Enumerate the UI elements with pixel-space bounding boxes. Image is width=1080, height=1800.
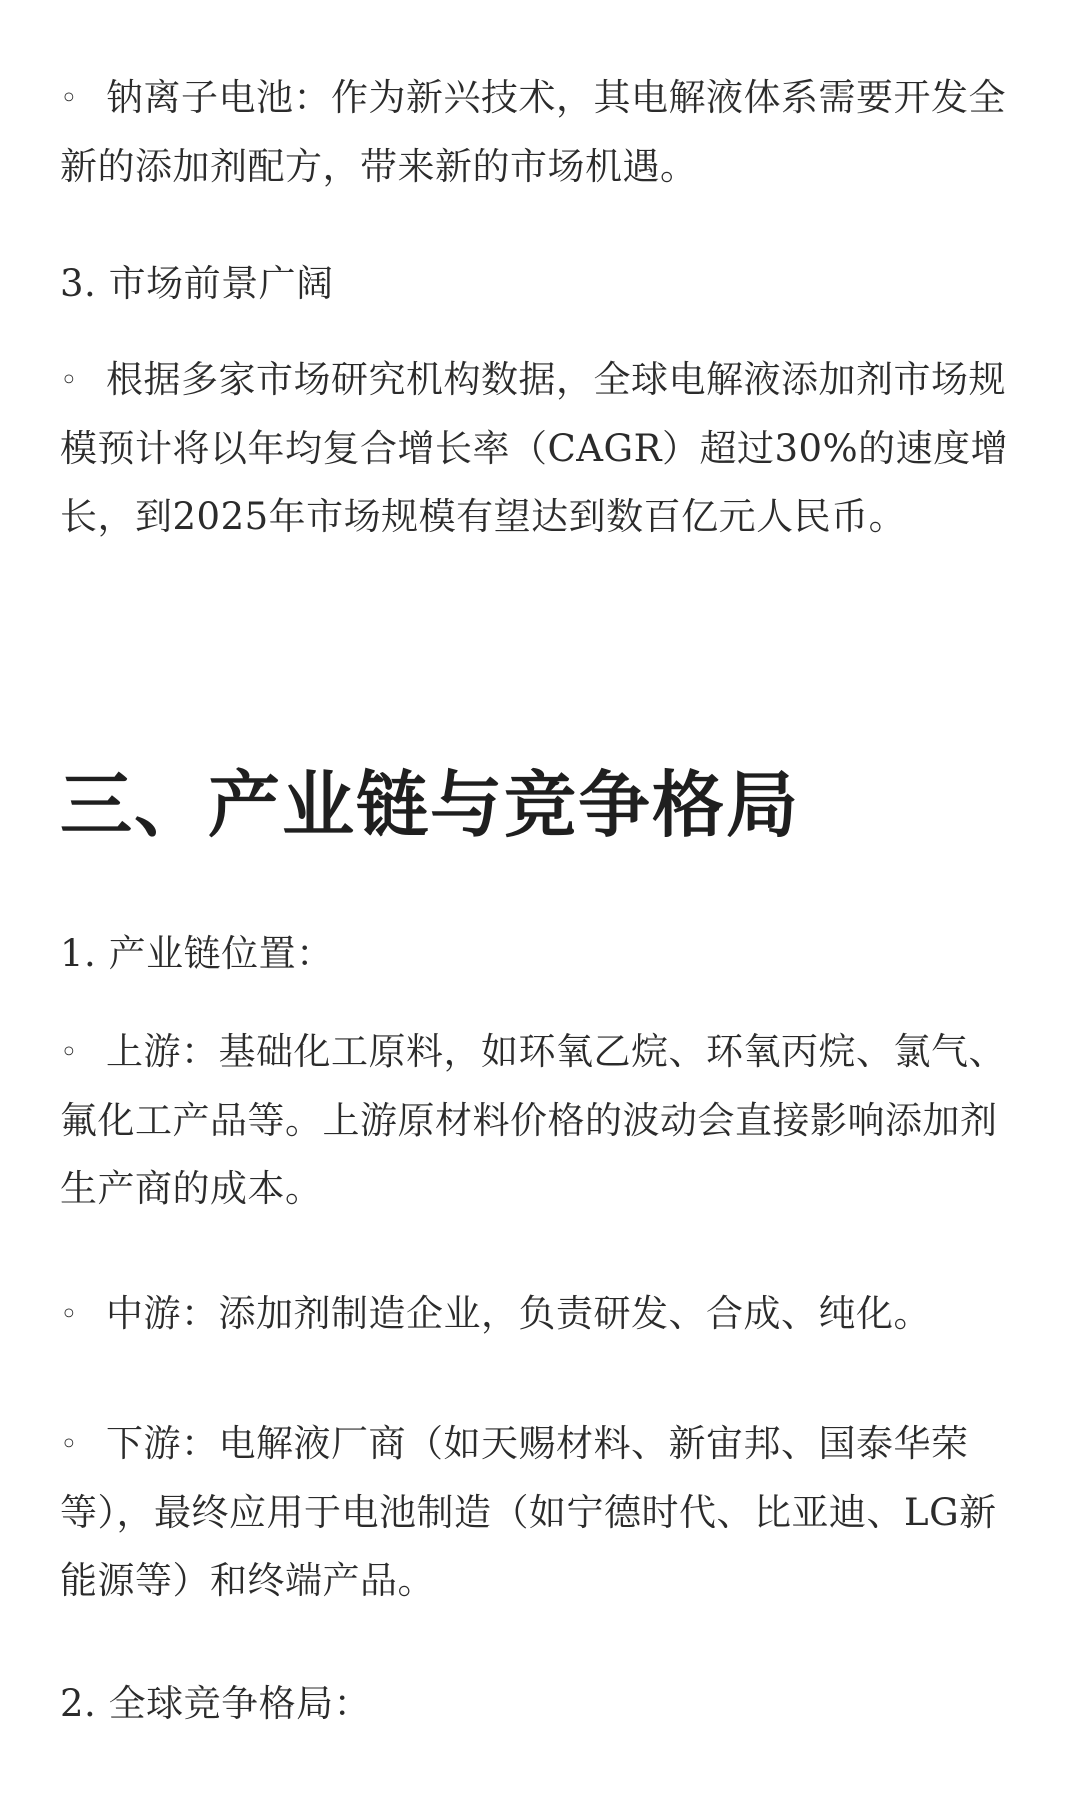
bullet-text: 根据多家市场研究机构数据，全球电解液添加剂市场规模预计将以年均复合增长率（CAGR）超过30%的速度增长，到2025年市场规模有望达到数百亿元人民币。 — [60, 358, 1009, 538]
bullet-text: 下游：电解液厂商（如天赐材料、新宙邦、国泰华荣等），最终应用于电池制造（如宁德时代、比亚迪、LG新能源等）和终端产品。 — [60, 1422, 997, 1602]
hollow-bullet-icon: ◦ — [60, 1297, 79, 1332]
section-title: 三、产业链与竞争格局 — [60, 762, 801, 847]
bullet-upstream — [60, 1018, 1020, 1223]
bullet-market-size — [60, 346, 1020, 551]
bullet-downstream — [60, 1410, 1020, 1615]
hollow-bullet-icon: ◦ — [60, 1035, 79, 1070]
hollow-bullet-icon: ◦ — [60, 1427, 79, 1462]
subheading-global-competition: 2. 全球竞争格局： — [60, 1682, 372, 1725]
bullet-text: 中游：添加剂制造企业，负责研发、合成、纯化。 — [106, 1292, 931, 1335]
bullet-midstream — [60, 1280, 1020, 1349]
subheading-chain-position: 1. 产业链位置： — [60, 932, 334, 975]
bullet-text: 上游：基础化工原料，如环氧乙烷、环氧丙烷、氯气、氟化工产品等。上游原材料价格的波动会直接影响添加剂生产商的成本。 — [60, 1030, 1006, 1210]
bullet-sodium-ion-battery — [60, 64, 1020, 201]
hollow-bullet-icon: ◦ — [60, 363, 79, 398]
subheading-market-prospect: 3. 市场前景广阔 — [60, 262, 334, 305]
hollow-bullet-icon: ◦ — [60, 81, 79, 116]
bullet-text: 钠离子电池：作为新兴技术，其电解液体系需要开发全新的添加剂配方，带来新的市场机遇。 — [60, 76, 1006, 188]
